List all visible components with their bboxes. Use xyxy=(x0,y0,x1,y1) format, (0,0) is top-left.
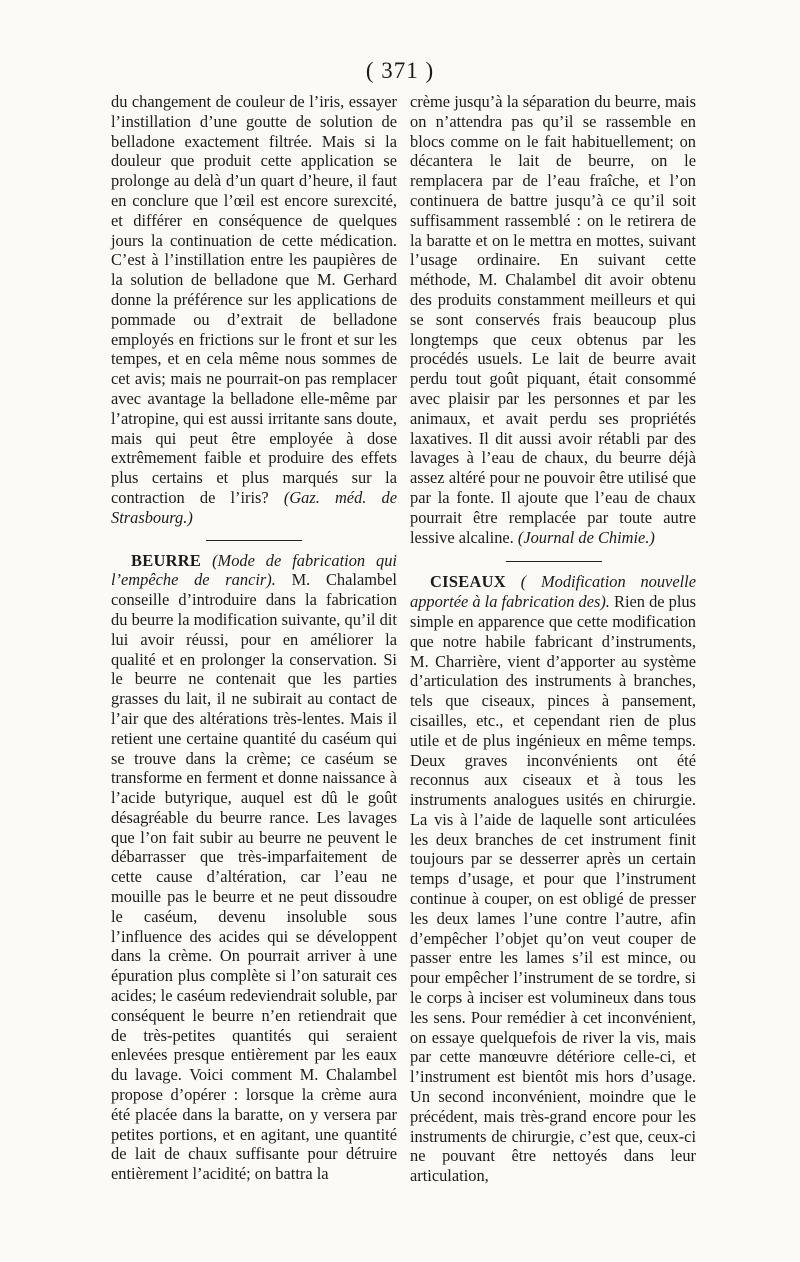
iris-paragraph-text: du changement de couleur de l’iris, essayer l’instillation d’une goutte de solution de belladone exactement filtrée. Mais si la douleur que produit cette application se prolonge au delà d’un quart d’heure, il faut en conclure que l’œil est encore surexcité, et différer en conséquence de quelques jours la continuation de cette médication. C’est à l’instillation entre les paupières de la solution de belladone que M. Gerhard donne la préférence sur les applications de pommade ou d’extrait de belladone employés en frictions sur le front et sur les tempes, et en cela même nous sommes de cet avis; mais ne pourrait-on pas remplacer avec avantage la belladone elle-même par l’atropine, qui est aussi irritante sans doute, mais qui peut être employée à dose extrêmement faible et produire des effets plus certains et plus marqués sur la contraction de l’iris? xyxy=(111,92,397,507)
page-number: ( 371 ) xyxy=(365,58,435,83)
beurre-heading: BEURRE xyxy=(131,550,202,570)
ciseaux-article xyxy=(410,572,696,1186)
iris-paragraph xyxy=(111,92,397,528)
left-column xyxy=(111,92,397,1184)
ciseaux-text: Rien de plus simple en apparence que cette modification que notre habile fabricant d’instruments, M. Charrière, vient d’apporter au système d’articulation des instruments à branches, tels que ciseaux, pinces à pansement, cisailles, etc., et cependant rien de plus utile et de plus ingénieux en même temps. Deux graves inconvénients ont été reconnus aux ciseaux et à tous les instruments analogues usités en chirurgie. La vis à l’aide de laquelle sont articulées les deux branches de cet instrument finit toujours par se desserrer après un certain temps d’usage, et pour que l’instrument continue à couper, on est obligé de presser les deux lames l’une contre l’autre, afin d’empêcher l’objet qu’on veut couper de passer entre les lames s’il est mince, ou pour empêcher l’instrument de se tordre, si le corps à inciser est volumineux dans tous les sens. Pour remédier à cet inconvénient, on essaye quelquefois de river la vis, mais par cette manœuvre détériore celle-ci, et l’instrument est bientôt mis hors d’usage. Un second inconvénient, moindre que le précédent, mais très-grand encore pour les instruments de chirurgie, c’est que, ceux-ci ne pouvant être nettoyés dans leur articulation, xyxy=(410,592,696,1186)
beurre-continuation-text: crème jusqu’à la séparation du beurre, mais on n’attendra pas qu’il se rassemble en blocs comme on le fait habituellement; on décantera le lait de beurre, on le remplacera par de l’eau fraîche, et l’on continuera de battre jusqu’à ce qu’il soit suffisamment rassemblé : on le retirera de la baratte et on le mettra en mottes, suivant l’usage ordinaire. En suivant cette méthode, M. Chalambel dit avoir obtenu des produits constamment meilleurs et qui se sont conservés frais beaucoup plus longtemps que ceux obtenus par les procédés usuels. Le lait de beurre avait perdu tout goût piquant, était consommé avec plaisir par les personnes et par les animaux, et avait perdu ses propriétés laxatives. Il dit aussi avoir rétabli par des lavages à l’eau de chaux, du beurre déjà assez altéré pour ne pouvoir être utilisé que par la fonte. Il ajoute que l’eau de chaux pourrait être remplacée par toute autre lessive alcaline. xyxy=(410,92,696,547)
right-column xyxy=(410,92,696,1186)
beurre-source-citation: (Journal de Chimie.) xyxy=(517,527,655,547)
beurre-subtitle: (Mode de fabrication qui l’empêche de rancir). xyxy=(111,550,397,590)
ciseaux-heading: CISEAUX xyxy=(430,572,506,592)
beurre-article xyxy=(111,551,397,1185)
beurre-continuation xyxy=(410,92,696,547)
beurre-text: M. Chalambel conseille d’introduire dans la fabrication du beurre la modification suivante, qu’il dit lui avoir réussi, pour en améliorer la qualité et en prolonger la conservation. Si le beurre ne contenait que les parties grasses du lait, il ne subirait au contact de l’air que des altérations très-lentes. Mais il retient une certaine quantité du caséum qui se trouve dans la crème; ce caséum se transforme en ferment et donne naissance à l’acide butyrique, auquel est dû le goût désagréable du beurre rance. Les lavages que l’on fait subir au beurre ne peuvent le débarrasser que très-imparfaitement de cette cause d’altération, car l’eau ne mouille pas le beurre et ne peut dissoudre le caséum, devenu insoluble sous l’influence des acides qui se développent dans la crème. On pourrait arriver à une épuration plus complète si l’on saturait ces acides; le caséum redeviendrait soluble, par conséquent le beurre n’en retiendrait que de très-petites quantités qui seraient enlevées presque entièrement par les eaux du lavage. Voici comment M. Chalambel propose d’opérer : lorsque la crème aura été placée dans la baratte, on y versera par petites portions, et en agitant, une quantité de lait de chaux suffisante pour détruire entièrement l’acidité; on battra la xyxy=(111,570,397,1184)
section-divider-right xyxy=(506,561,602,562)
section-divider xyxy=(206,540,302,541)
ciseaux-subtitle: ( Modification nouvelle apportée à la fabrication des). xyxy=(410,572,696,612)
iris-source-citation: (Gaz. méd. de Strasbourg.) xyxy=(111,487,397,527)
